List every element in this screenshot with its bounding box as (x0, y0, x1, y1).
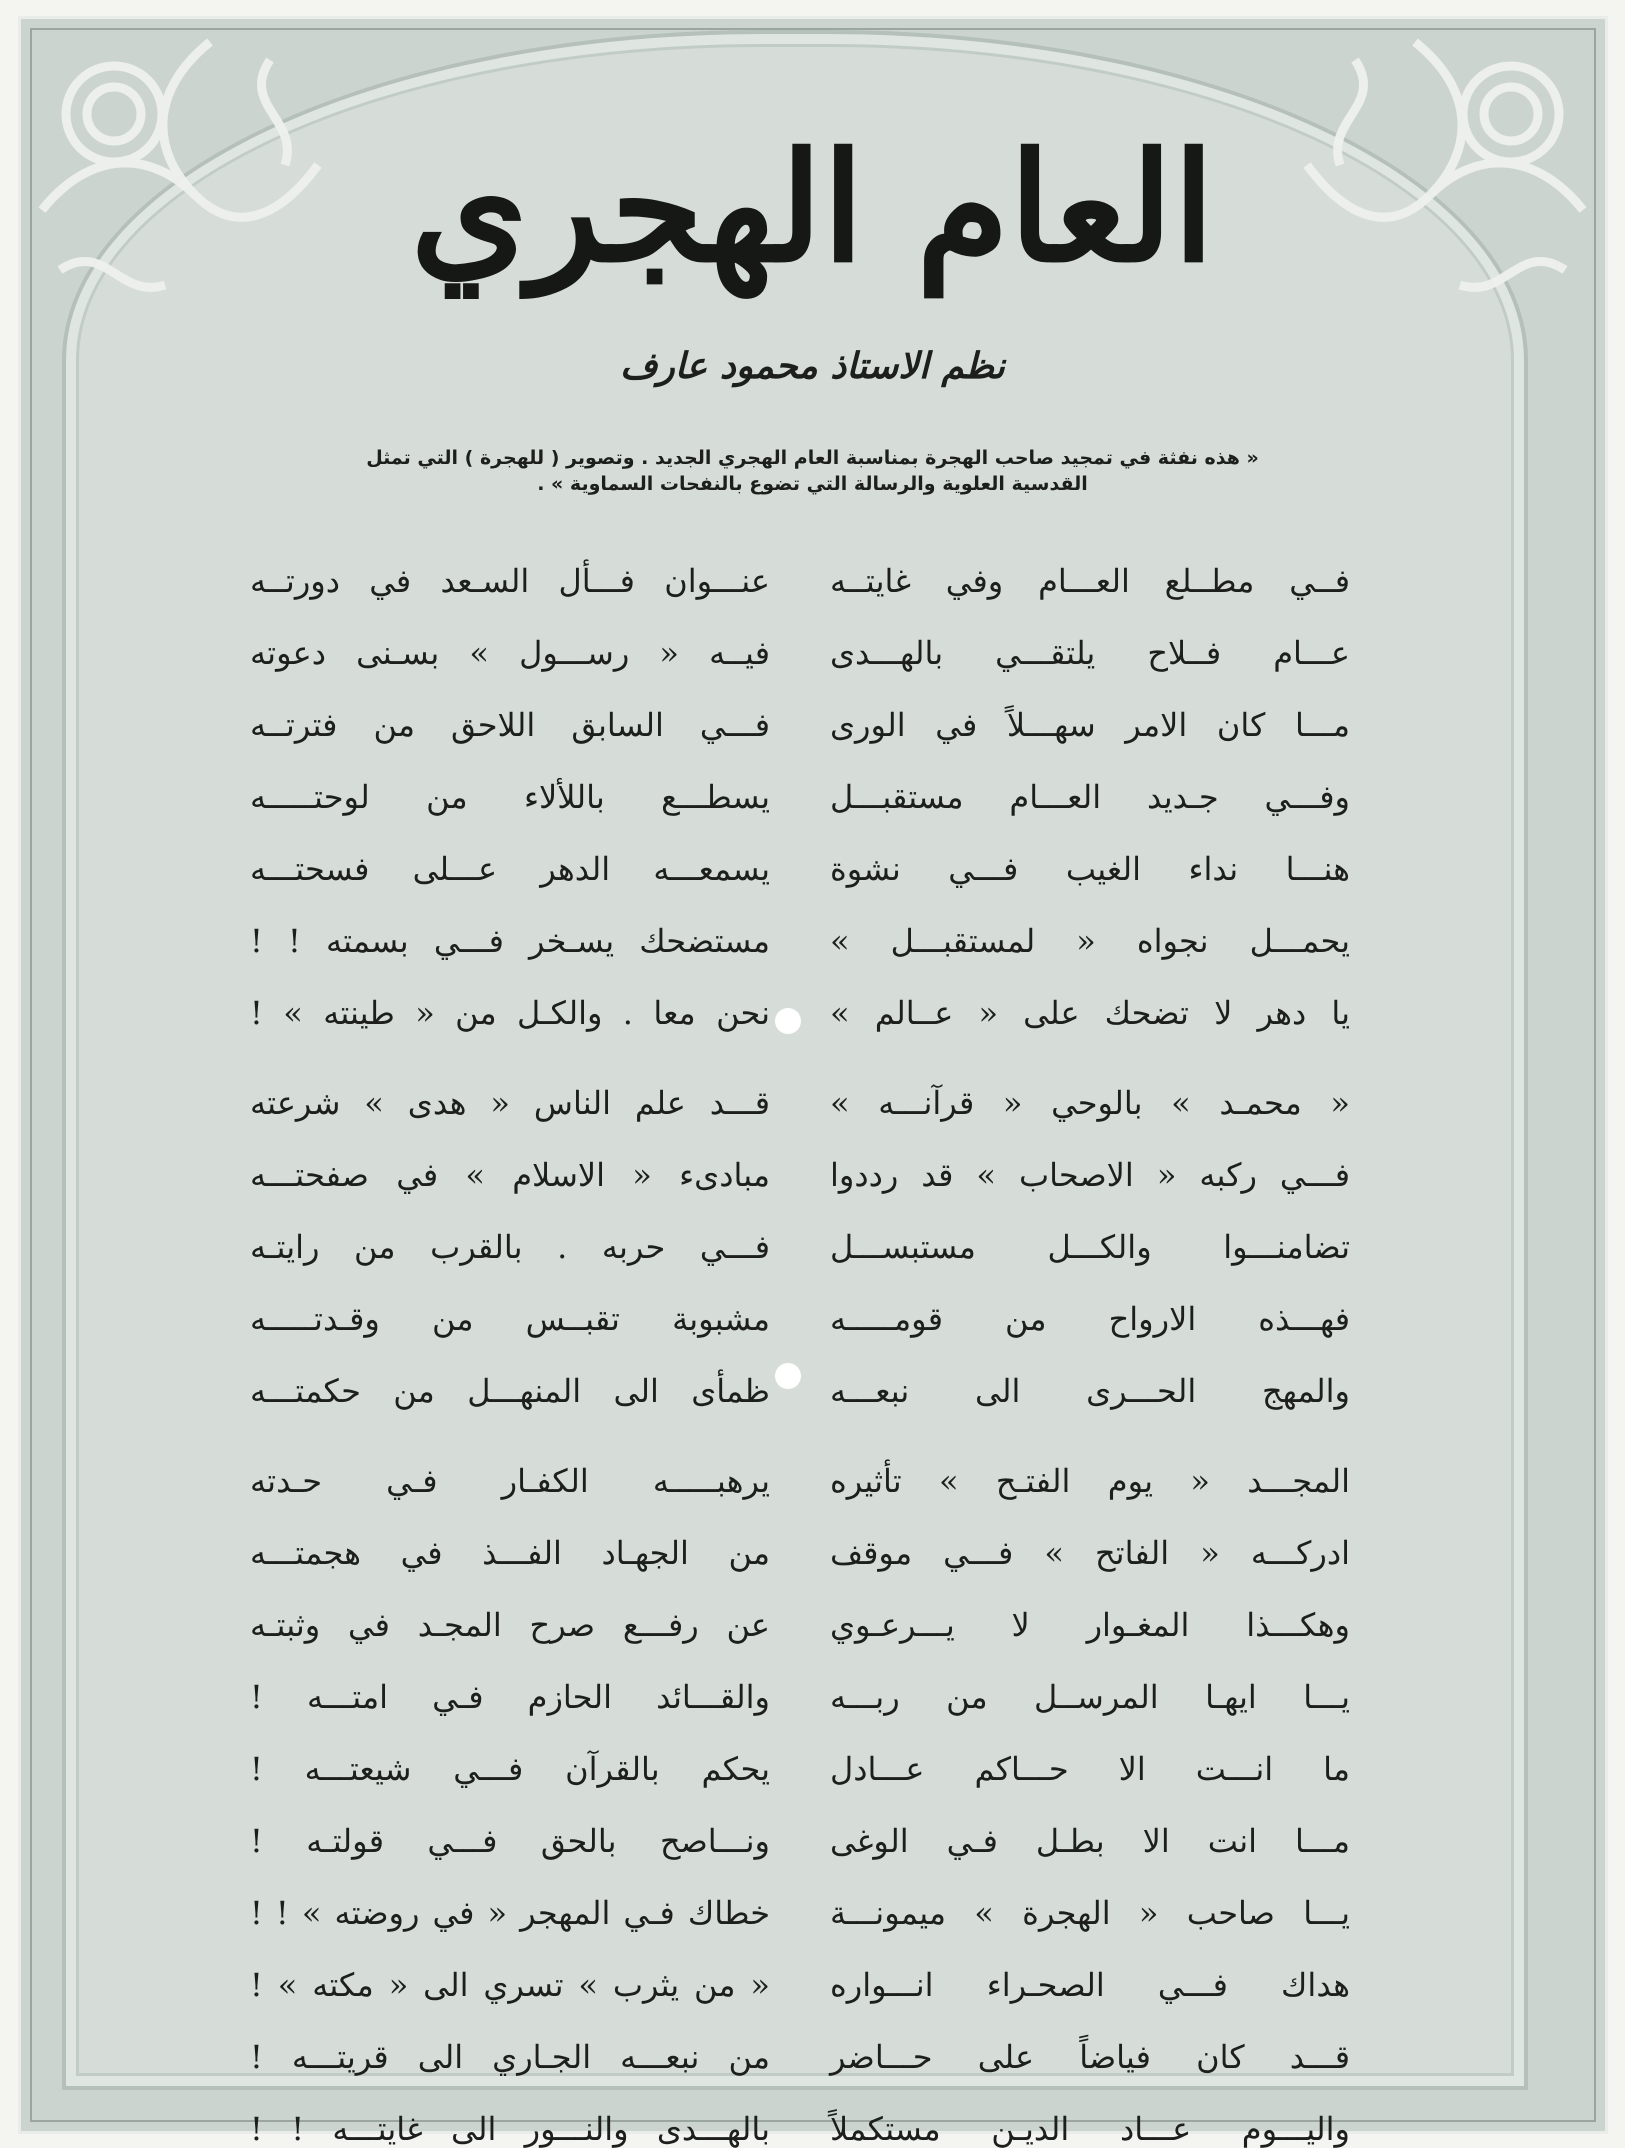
poem-verse (250, 761, 1350, 833)
verse-first-hemistich: يا دهر لا تضحك على « عــالم » (830, 994, 1350, 1032)
verse-second-hemistich: خطاك فـي المهجر « في روضته » ! ! (250, 1894, 770, 1932)
poem-verse (250, 2021, 1350, 2093)
verse-first-hemistich: والمهج الحـــرى الى نبعـــه (830, 1372, 1350, 1410)
verse-first-hemistich: فــي مطــلع العـــام وفي غايتــه (830, 562, 1350, 600)
verse-second-hemistich: ونـــاصح بالحق فـــي قولتـه ! (250, 1822, 770, 1860)
poem-verse (250, 1211, 1350, 1283)
poem-verse (250, 905, 1350, 977)
verse-first-hemistich: هداك فـــي الصحـراء انـــواره (830, 1966, 1350, 2004)
intro-paragraph: « هذه نفثة في تمجيد صاحب الهجرة بمناسبة العام الهجري الجديد . وتصوير ( للهجرة ) التي تمثل القدسية العلوية والرسالة التي تضوع بالنفحات السماوية » . (366, 447, 1259, 495)
poem-stanza (250, 1445, 1350, 2148)
verse-second-hemistich: يسطـــع باللألاء من لوحتـــــه (250, 778, 770, 816)
verse-first-hemistich: واليـــوم عـــاد الديـن مستكملاً (830, 2110, 1350, 2148)
poem-verse (250, 1139, 1350, 1211)
verse-first-hemistich: فـــي ركبه « الاصحاب » قد رددوا (830, 1156, 1350, 1194)
poem-verse (250, 1283, 1350, 1355)
poem-stanza (250, 1067, 1350, 1427)
verse-second-hemistich: يرهبـــــه الكفـار فـي حـدته (250, 1462, 770, 1500)
verse-second-hemistich: مشبوبة تقبــس من وقـدتـــــه (250, 1300, 770, 1338)
poem-verse (250, 1067, 1350, 1139)
verse-second-hemistich: ظمأى الى المنهـــل من حكمتـــه (250, 1372, 770, 1410)
author-byline: نظم الاستاذ محمود عارف (620, 345, 1005, 387)
verse-first-hemistich: فهـــذه الارواح من قومـــــه (830, 1300, 1350, 1338)
verse-second-hemistich: فـــي السابق اللاحق من فترتــه (250, 706, 770, 744)
verse-second-hemistich: يسمعـــه الدهر عـــلى فسحتـــه (250, 850, 770, 888)
poem-verse (250, 1589, 1350, 1661)
poem-body (250, 545, 1350, 2148)
poem-verse (250, 1661, 1350, 1733)
verse-second-hemistich: مستضحك يسـخر فـــي بسمته ! ! (250, 922, 770, 960)
verse-first-hemistich: المجـــد « يوم الفتـح » تأثيره (830, 1462, 1350, 1500)
poem-verse (250, 833, 1350, 905)
poem-verse (250, 2093, 1350, 2148)
verse-second-hemistich: عنـــوان فـــأل السـعد في دورتــه (250, 562, 770, 600)
verse-second-hemistich: فيــه « رســـول » بسـنى دعوته (250, 634, 770, 672)
verse-second-hemistich: والقـــائد الحازم فـي امتـــه ! (250, 1678, 770, 1716)
poem-verse (250, 545, 1350, 617)
verse-second-hemistich: يحكم بالقرآن فـــي شيعتـــه ! (250, 1750, 770, 1788)
poem-verse (250, 689, 1350, 761)
verse-first-hemistich: مـــا انت الا بطـل فـي الوغى (830, 1822, 1350, 1860)
poem-stanza (250, 545, 1350, 1049)
poem-verse (250, 1445, 1350, 1517)
verse-first-hemistich: وفـــي جـديد العـــام مستقبـــل (830, 778, 1350, 816)
verse-second-hemistich: من نبعـــه الجـاري الى قريتـــه ! (250, 2038, 770, 2076)
verse-second-hemistich: مبادىء « الاسلام » في صفحتـــه (250, 1156, 770, 1194)
verse-first-hemistich: يـــا صاحب « الهجرة » ميمونـــة (830, 1894, 1350, 1932)
verse-first-hemistich: قـــد كان فياضاً على حـــاضر (830, 2038, 1350, 2076)
verse-first-hemistich: ادركـــه « الفاتح » فـــي موقف (830, 1534, 1350, 1572)
poem-verse (250, 1949, 1350, 2021)
poem-verse (250, 1805, 1350, 1877)
poem-verse (250, 1877, 1350, 1949)
poem-verse (250, 617, 1350, 689)
verse-second-hemistich: نحن معا . والكـل من « طينته » ! (250, 994, 770, 1032)
verse-second-hemistich: فـــي حربه . بالقرب من رايتـه (250, 1228, 770, 1266)
verse-first-hemistich: « محمـد » بالوحي « قرآنـــه » (830, 1084, 1350, 1122)
verse-first-hemistich: يـــا ايهـا المرســل من ربـــه (830, 1678, 1350, 1716)
verse-first-hemistich: تضامنـــوا والكـــل مستبســـل (830, 1228, 1350, 1266)
verse-first-hemistich: يحمـــل نجواه « لمستقبـــل » (830, 922, 1350, 960)
verse-first-hemistich: وهكـــذا المغـوار لا يـــرعـوي (830, 1606, 1350, 1644)
verse-first-hemistich: ما انـــت الا حـــاكم عـــادل (830, 1750, 1350, 1788)
verse-second-hemistich: من الجهـاد الفـــذ في هجمتـــه (250, 1534, 770, 1572)
verse-first-hemistich: مـــا كان الامر سهـــلاً في الورى (830, 706, 1350, 744)
page-title: العام الهجري (410, 120, 1215, 296)
poem-verse (250, 977, 1350, 1049)
poem-verse (250, 1355, 1350, 1427)
poem-verse (250, 1733, 1350, 1805)
verse-second-hemistich: بالهـــدى والنـــور الى غايتـــه ! ! (250, 2110, 770, 2148)
verse-first-hemistich: هنـــا نداء الغيب فـــي نشوة (830, 850, 1350, 888)
verse-first-hemistich: عـــام فــلاح يلتقـــي بالهـــدى (830, 634, 1350, 672)
verse-second-hemistich: قـــد علم الناس « هدى » شرعته (250, 1084, 770, 1122)
verse-second-hemistich: عن رفـــع صرح المجـد في وثبتـه (250, 1606, 770, 1644)
verse-second-hemistich: « من يثرب » تسري الى « مكته » ! (250, 1966, 770, 2004)
poem-verse (250, 1517, 1350, 1589)
